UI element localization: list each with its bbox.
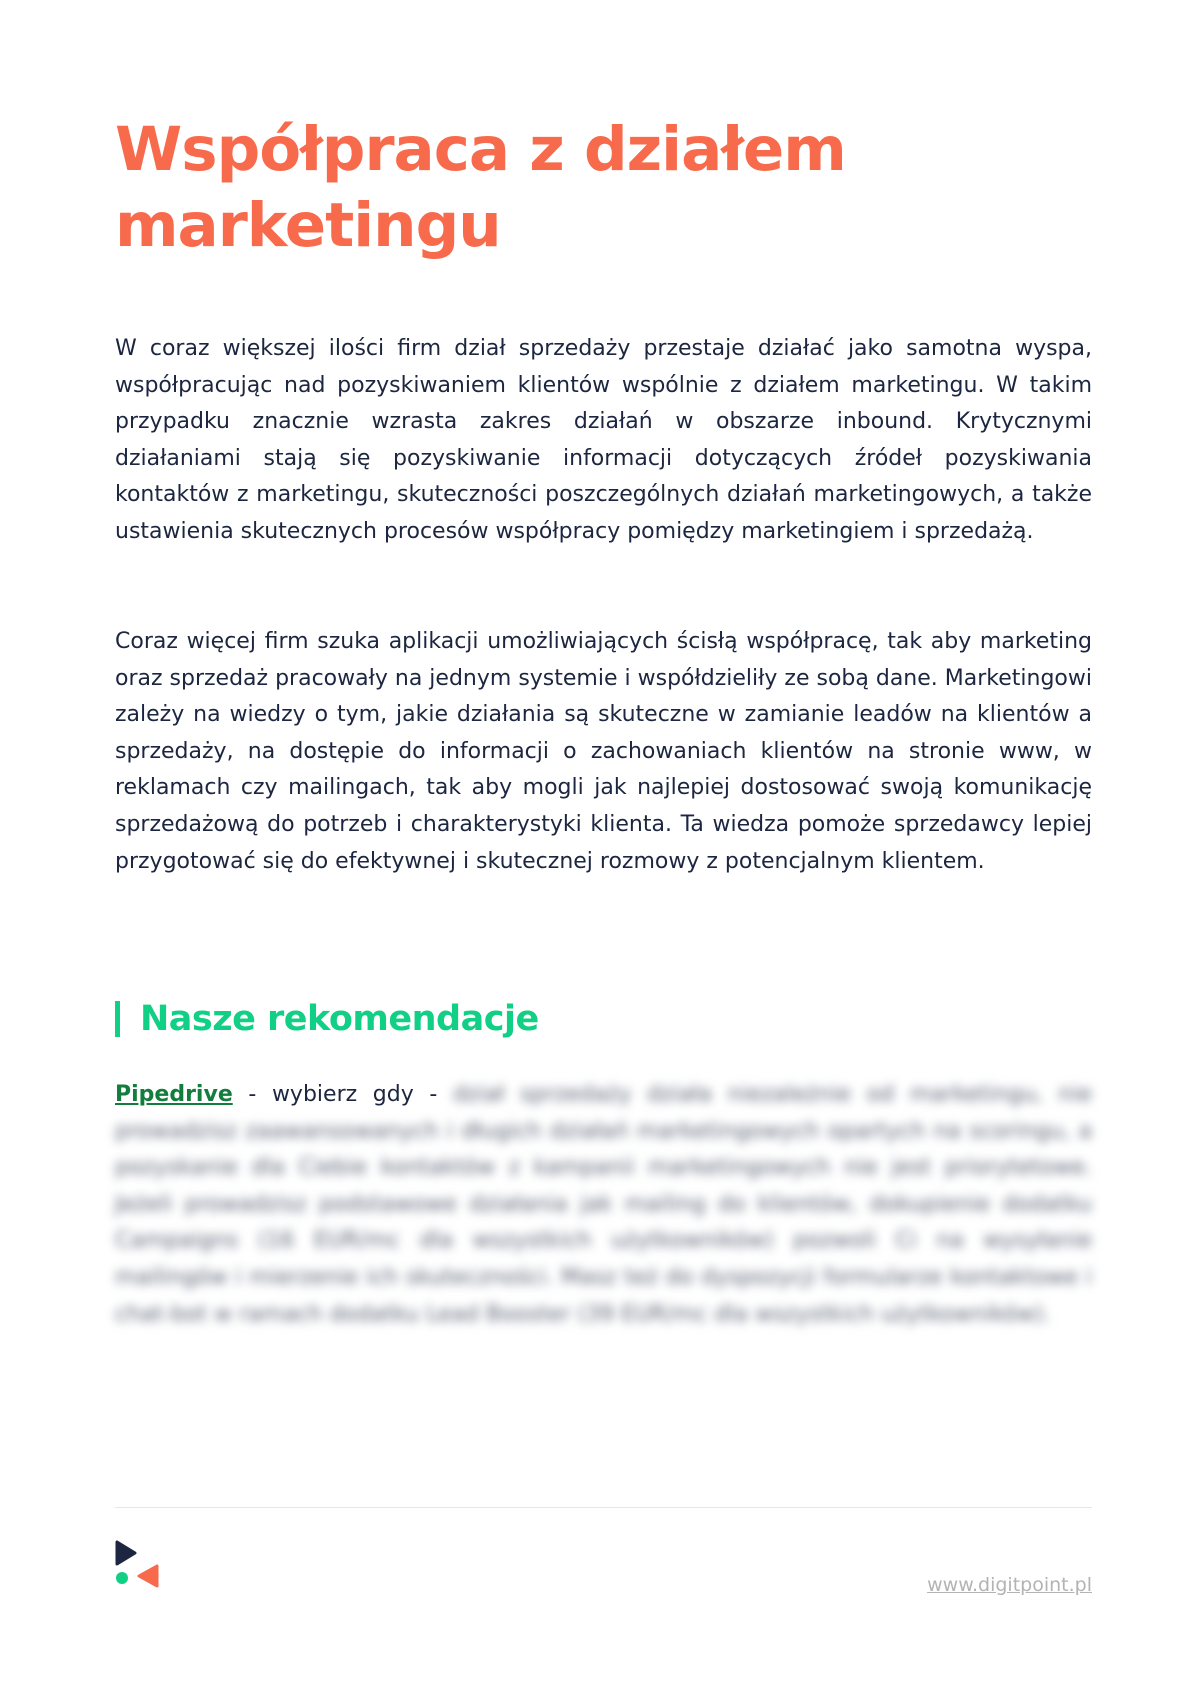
footer-website-link[interactable]: www.digitpoint.pl bbox=[927, 1574, 1092, 1596]
footer-divider bbox=[115, 1507, 1092, 1508]
intro-paragraph: W coraz większej ilości firm dział sprzedaży przestaje działać jako samotna wyspa, współpracując nad pozyskiwaniem klientów wspólnie z działem marketingu. W takim przypadku znacznie wzrasta zakres działań w obszarze inbound. Krytycznymi działaniami stają się pozyskiwanie informacji dotyczących źródeł pozyskiwania kontaktów z marketingu, skuteczności poszczególnych działań marketingowych, a także ustawienia skutecznych procesów współpracy pomiędzy marketingiem i sprzedażą. bbox=[115, 336, 1092, 544]
section-heading-text: Nasze rekomendacje bbox=[140, 999, 539, 1039]
digitpoint-logo-icon bbox=[113, 1540, 161, 1588]
section-heading bbox=[115, 995, 539, 1043]
pipedrive-link[interactable]: Pipedrive bbox=[115, 1082, 233, 1107]
page-title: Współpraca z działem marketingu bbox=[115, 114, 846, 261]
recommendation-intro: - wybierz gdy - bbox=[232, 1082, 453, 1107]
recommendation-paragraph bbox=[115, 1077, 1092, 1333]
second-paragraph: Coraz więcej firm szuka aplikacji umożliwiających ścisłą współpracę, tak aby marketing oraz sprzedaż pracowały na jednym systemie i współdzieliły ze sobą dane. Marketingowi zależy na wiedzy o tym, jakie działania są skuteczne w zamianie leadów na klientów a sprzedaży, na dostępie do informacji o zachowaniach klientów na stronie www, w reklamach czy mailingach, tak aby mogli jak najlepiej dostosować swoją komunikację sprzedażową do potrzeb i charakterystyki klienta. Ta wiedza pomoże sprzedawcy lepiej przygotować się do efektywnej i skutecznej rozmowy z potencjalnym klientem. bbox=[115, 629, 1092, 874]
heading-accent-bar bbox=[115, 1001, 120, 1037]
recommendation-blurred-text: dział sprzedaży działa niezależnie od marketingu, nie prowadzisz zaawansowanych i długich działań marketingowych opartych na scoringu, a pozyskanie dla Ciebie kontaktów z kampanii marketingowych nie jest priorytetowe. Jeżeli prowadzisz podstawowe działania jak mailing do klientów, dokupienie dodatku Campaigns (16 EUR/mc dla wszystkich użytkowników) pozwoli Ci na wysyłanie mailingów i mierzenie ich skuteczności. Masz też do dyspozycji formularze kontaktowe i chat-bot w ramach dodatku Lead Booster (39 EUR/mc dla wszystkich użytkowników). bbox=[115, 1082, 1092, 1327]
